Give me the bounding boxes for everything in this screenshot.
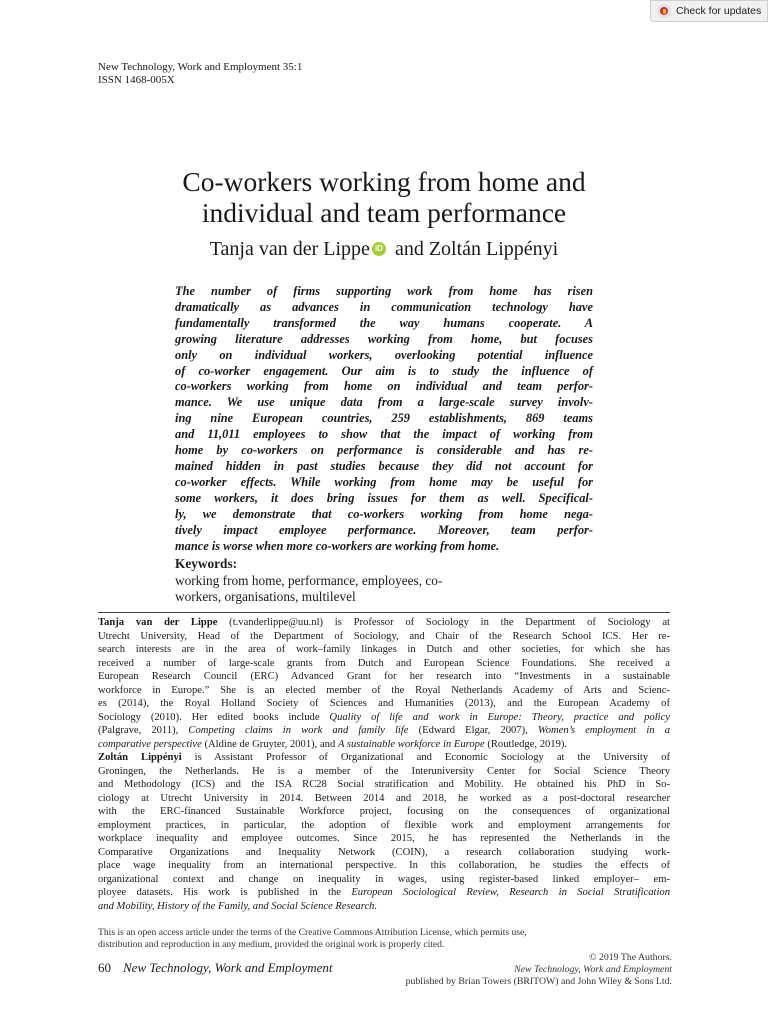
bio-line <box>98 657 670 671</box>
license-notice <box>98 927 527 951</box>
abstract-line: home by co-workers on performance is considerable and has re- <box>175 443 593 458</box>
bio-line <box>98 778 670 792</box>
bio-italic-text: Quality of life and work in Europe: Theory, practice and policy <box>329 711 670 723</box>
bio-italic-text: and Mobility, History of the Family, and Social Science Research. <box>98 900 378 912</box>
bio-text: workforce in Europe.” She is an elected member of the Royal Netherlands Academy of Arts and Scienc- <box>98 684 670 696</box>
bio-text: ciology at Utrecht University in 2014. Between 2014 and 2018, he worked as a post-doctoral researcher <box>98 792 670 804</box>
bio-line <box>98 738 670 752</box>
journal-issn: ISSN 1468-005X <box>98 74 175 86</box>
author-bios <box>98 616 670 913</box>
bio-text: ployee datasets. His work is published in the <box>98 887 352 898</box>
author-conjunction: and <box>394 238 424 260</box>
keywords-line-2: workers, organisations, multilevel <box>175 589 356 604</box>
abstract-line: some workers, it does bring issues for them as well. Specifical- <box>175 490 593 505</box>
bio-italic-text: Women’s employment in a <box>537 725 670 736</box>
footer-journal-name: New Technology, Work and Employment <box>123 960 333 975</box>
author-line <box>0 236 768 262</box>
bio-text: es (2014), the Royal Holland Society of Sciences and Humanities (2013), and the European Academy of <box>98 698 670 709</box>
bio-line <box>98 630 670 644</box>
orcid-icon[interactable]: iD <box>372 242 386 256</box>
bio-text: (t.vanderlippe@uu.nl) is Professor of Sociology in the Department of Sociology at <box>217 617 670 628</box>
abstract-line: growing literature addresses working from home, but focuses <box>175 331 593 346</box>
bio-line <box>98 846 670 860</box>
check-for-updates-button[interactable] <box>650 0 768 22</box>
bio-line <box>98 751 670 765</box>
bio-line <box>98 792 670 806</box>
abstract-line: ing nine European countries, 259 establishments, 869 teams <box>175 411 593 426</box>
author-2: Zoltán Lippényi <box>428 238 559 260</box>
page-number: 60 <box>98 960 111 975</box>
copyright: © 2019 The Authors. <box>589 952 672 963</box>
abstract-line: mance is worse when more co-workers are working from home. <box>175 538 500 553</box>
bio-text: employment practices, in particular, the adoption of flexible work and employment arrangements for <box>98 819 670 831</box>
abstract-line: ly, we demonstrate that co-workers working from home nega- <box>175 506 593 521</box>
abstract-line: of co-worker engagement. Our aim is to study the influence of <box>175 363 593 378</box>
bio-text: Comparative Organizations and Inequality Network (COIN), a research collaboration studying work- <box>98 846 670 858</box>
keywords-label: Keywords: <box>175 556 238 571</box>
keywords <box>175 556 593 606</box>
bio-line <box>98 873 670 887</box>
abstract-line: tively impact employee performance. Moreover, team perfor- <box>175 522 593 537</box>
author-1: Tanja van der Lippe <box>209 238 370 260</box>
footer-right <box>406 952 672 988</box>
bio-line <box>98 670 670 684</box>
abstract-line: only on individual workers, overlooking potential influence <box>175 347 593 362</box>
bio-text: is Assistant Professor of Organizational and Economic Sociology at the University of <box>181 752 670 763</box>
bio-text: Utrecht University, Head of the Department of Sociology, and Chair of the Research School ICS. Her re- <box>98 630 670 642</box>
bio-text: search interests are in the area of work–family linkages in Dutch and other societies, for which she has <box>98 644 670 655</box>
bio-text: workplace inequality and employee outcomes. Since 2015, he has represented the Netherlands in the <box>98 833 670 844</box>
bio-text: with the ERC-financed Sustainable Workforce project, focusing on the consequences of organizational <box>98 806 670 817</box>
footer-left <box>98 960 333 976</box>
abstract-line: dramatically as advances in communication technology have <box>175 299 593 314</box>
bio-italic-text: A sustainable workforce in Europe <box>337 738 485 750</box>
keywords-line-1: working from home, performance, employees, co- <box>175 572 443 588</box>
divider <box>98 612 670 613</box>
bio-text: organizational context and change on inequality in wages, using register-based linked employer– em- <box>98 873 670 885</box>
bio-author-name: Zoltán Lippényi <box>98 752 182 763</box>
bio-italic-text: Competing claims in work and family life <box>188 725 409 736</box>
bio-line <box>98 859 670 873</box>
bio-text: place wage inequality from an international perspective. In this collaboration, he studies the effects of <box>98 860 670 871</box>
bio-text: (Palgrave, 2011), <box>98 725 189 736</box>
abstract-line: and 11,011 employees to show that the impact of working from <box>175 427 593 442</box>
bio-text: and Methodology (ICS) and the ISA RC28 Social stratification and Mobility. He obtained his PhD in So- <box>98 779 670 790</box>
bio-line <box>98 616 670 630</box>
crossmark-icon <box>657 4 671 18</box>
title-line-1: Co-workers working from home and <box>182 166 586 197</box>
journal-meta <box>98 61 302 87</box>
bio-text: (Aldine de Gruyter, 2001), and <box>201 738 338 750</box>
bio-line <box>98 684 670 698</box>
license-line-1: This is an open access article under the terms of the Creative Commons Attribution License, which permits use, <box>98 927 527 938</box>
bio-line <box>98 832 670 846</box>
abstract-line: co-worker effects. While working from home may be useful for <box>175 474 593 489</box>
bio-line <box>98 819 670 833</box>
bio-text: Sociology (2010). Her edited books include <box>98 711 330 723</box>
title-line-2: individual and team performance <box>201 197 567 228</box>
bio-line <box>98 711 670 725</box>
bio-line <box>98 643 670 657</box>
bio-line <box>98 886 670 900</box>
abstract-line: co-workers working from home on individual and team perfor- <box>175 379 593 394</box>
publisher: published by Brian Towers (BRITOW) and John Wiley & Sons Ltd. <box>405 976 672 987</box>
abstract-line: mained hidden in past studies because they did not account for <box>175 458 593 473</box>
bio-italic-text: European Sociological Review, Research in Social Stratification <box>351 887 670 898</box>
journal-volume: New Technology, Work and Employment 35:1 <box>98 61 303 73</box>
bio-text: received a number of large-scale grants from Dutch and European Science Foundations. She received a <box>98 657 670 669</box>
footer-journal-italic: New Technology, Work and Employment <box>514 964 672 975</box>
abstract-line: The number of firms supporting work from home has risen <box>175 284 593 298</box>
bio-text: European Research Council (ERC) Advanced Grant for her research into “Investments in a sustainable <box>98 671 670 682</box>
bio-line <box>98 805 670 819</box>
license-line-2: distribution and reproduction in any medium, provided the original work is properly cited. <box>98 939 445 950</box>
bio-text: Groningen, the Netherlands. He is a member of the Interuniversity Center for Social Science Theory <box>98 765 670 777</box>
bio-line <box>98 697 670 711</box>
abstract-line: mance. We use unique data from a large-scale survey involv- <box>175 395 593 410</box>
bio-line <box>98 724 670 738</box>
check-for-updates-label: Check for updates <box>676 5 762 17</box>
bio-line <box>98 765 670 779</box>
article-title <box>0 166 768 228</box>
bio-text: (Routledge, 2019). <box>484 738 568 750</box>
bio-line <box>98 900 670 914</box>
abstract-line: fundamentally transformed the way humans cooperate. A <box>175 315 593 330</box>
bio-italic-text: comparative perspective <box>98 738 202 750</box>
bio-text: (Edward Elgar, 2007), <box>408 725 538 736</box>
abstract <box>175 284 593 554</box>
bio-author-name: Tanja van der Lippe <box>98 617 218 628</box>
